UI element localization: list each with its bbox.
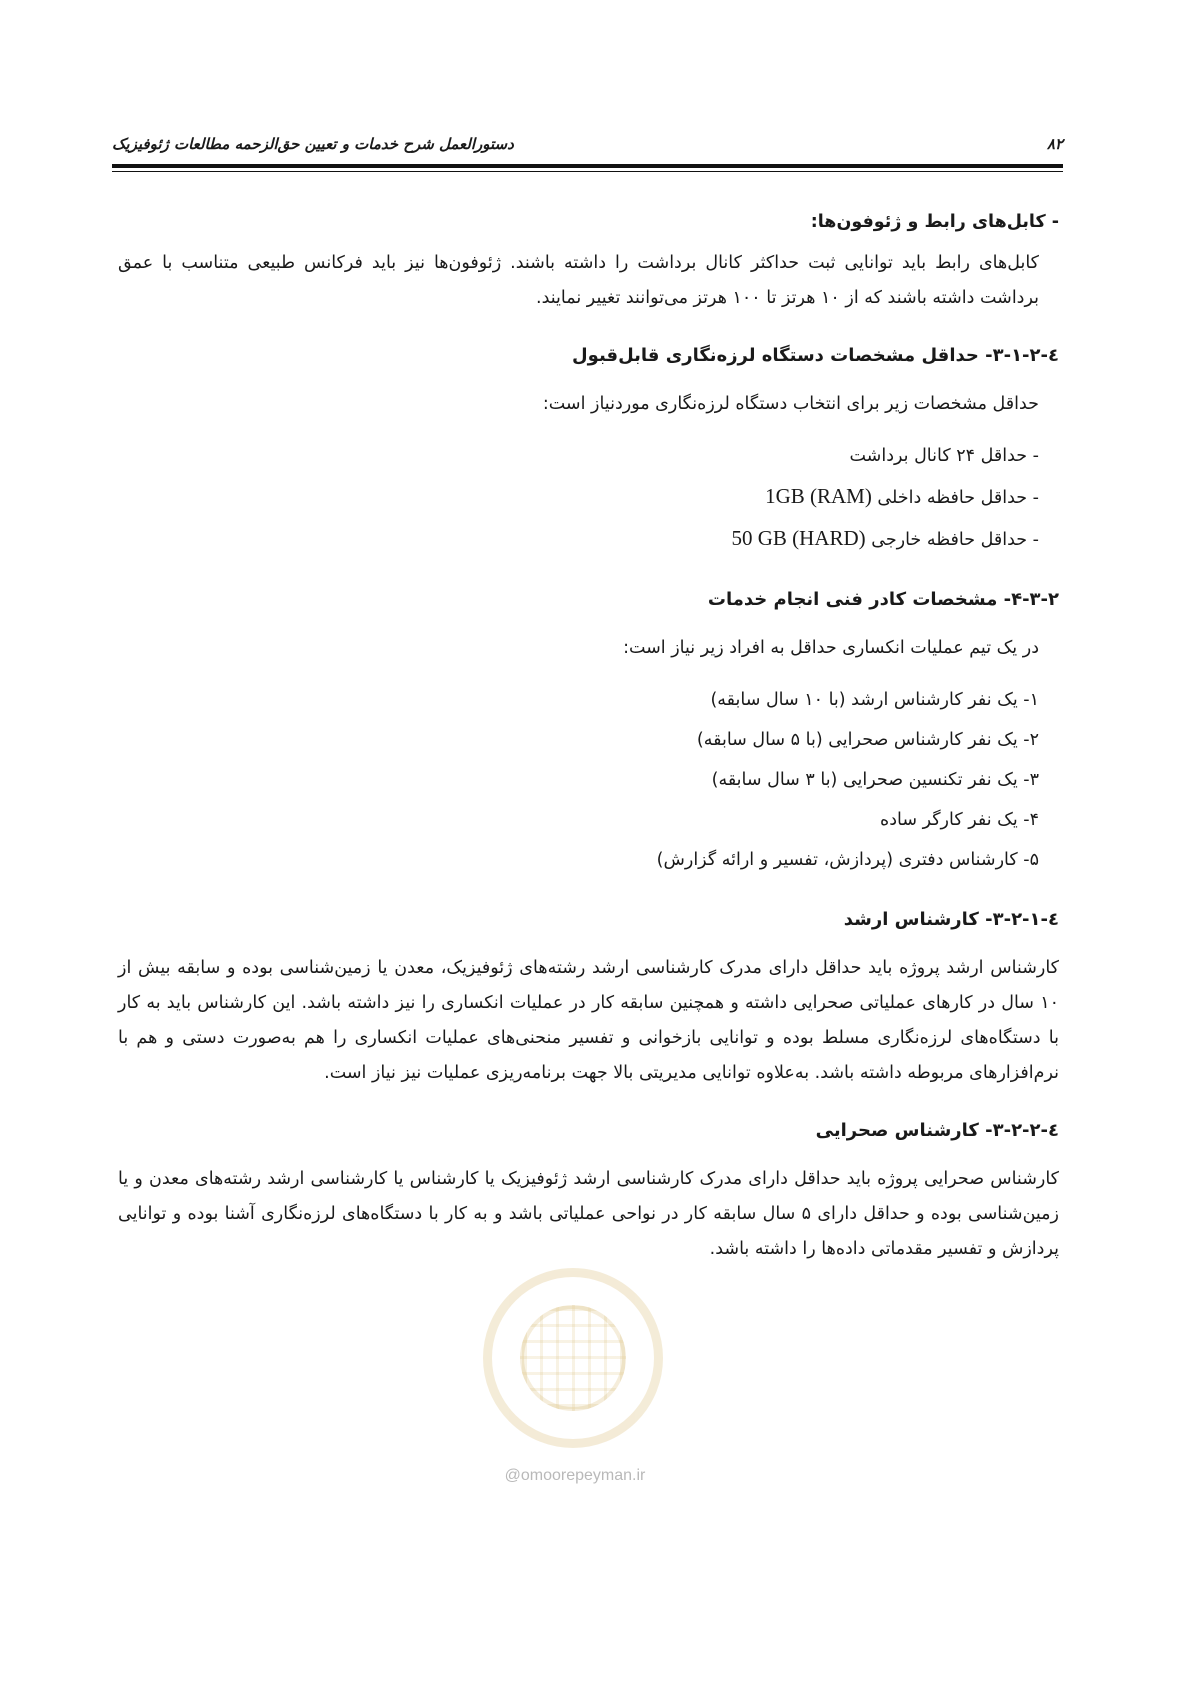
device-spec-value: 50 GB (HARD) [731, 526, 866, 550]
watermark-grid [520, 1305, 626, 1411]
field-expert-heading: ٤-۳-۲-۲- کارشناس صحرایی [815, 1120, 1059, 1141]
field-expert-paragraph: کارشناس صحرایی پروژه باید حداقل دارای مدرک کارشناسی ارشد ژئوفیزیک یا کارشناس یا کارشناسی ارشد رشته‌های معدن و یا زمین‌شناسی بوده و حداقل دارای ۵ سال سابقه کار در نواحی عملیاتی باشد و به کار با دستگاه‌های لرزه‌نگاری آشنا بوده و توانایی پردازش و تفسیر مقدماتی داده‌ها را داشته باشد. [118, 1169, 1059, 1259]
staff-item: ۳- یک نفر تکنسین صحرایی (با ۳ سال سابقه) [711, 770, 1039, 790]
senior-expert-paragraph: کارشناس ارشد پروژه باید حداقل دارای مدرک کارشناسی ارشد رشته‌های ژئوفیزیک، معدن یا زمین‌شناسی بوده و سابقه بیش از ۱۰ سال در کارهای عملیاتی صحرایی داشته و همچنین سابقه کار در عملیات انکساری را نیز داشته باشد. این کارشناس باید به کار با دستگاه‌های لرزه‌نگاری مسلط بوده و توانایی بازخوانی و تفسیر منحنی‌های عملیات انکساری را هم به‌صورت دستی و هم با نرم‌افزارهای مربوطه داشته باشد. به‌علاوه توانایی مدیریتی بالا جهت برنامه‌ریزی عملیات نیز نیاز است. [118, 958, 1059, 1083]
watermark-text: @omoorepeyman.ir [504, 1467, 646, 1484]
senior-expert-heading: ٤-۳-۲-۱- کارشناس ارشد [843, 909, 1059, 930]
header-title: دستورالعمل شرح خدمات و تعیین حق‌الزحمه مطالعات ژئوفیزیک [112, 135, 514, 153]
page-number: ۸۲ [1046, 135, 1063, 153]
staff-item: ۴- یک نفر کارگر ساده [880, 810, 1039, 830]
device-spec-text: - حداقل ۲۴ کانال برداشت [849, 446, 1039, 466]
device-spec-text: - حداقل حافظه داخلی [877, 488, 1039, 508]
header-rule-thick [112, 164, 1063, 168]
staff-intro: در یک تیم عملیات انکساری حداقل به افراد زیر نیاز است: [623, 638, 1039, 658]
device-specs-heading: ٤-۳-۱-۲- حداقل مشخصات دستگاه لرزه‌نگاری قابل‌قبول [572, 345, 1059, 366]
staff-item: ۵- کارشناس دفتری (پردازش، تفسیر و ارائه گزارش) [656, 850, 1039, 870]
device-spec-item [118, 476, 1059, 518]
device-spec-text: - حداقل حافظه خارجی [871, 530, 1039, 550]
cables-heading: - کابل‌های رابط و ژئوفون‌ها: [810, 212, 1059, 232]
staff-item: ۲- یک نفر کارشناس صحرایی (با ۵ سال سابقه) [696, 730, 1039, 750]
watermark-seal-icon [483, 1268, 663, 1448]
page-body [118, 205, 1059, 1267]
staff-heading: ۴-۳-۲- مشخصات کادر فنی انجام خدمات [707, 589, 1059, 610]
staff-item: ۱- یک نفر کارشناس ارشد (با ۱۰ سال سابقه) [710, 690, 1039, 710]
page-header [112, 130, 1063, 158]
device-spec-item [118, 518, 1059, 560]
device-specs-intro: حداقل مشخصات زیر برای انتخاب دستگاه لرزه‌نگاری موردنیاز است: [542, 394, 1039, 414]
header-rule-thin [112, 171, 1063, 172]
device-spec-value: 1GB (RAM) [765, 484, 872, 508]
device-spec-item [118, 436, 1059, 476]
cables-paragraph: کابل‌های رابط باید توانایی ثبت حداکثر کانال برداشت را داشته باشند. ژئوفون‌ها نیز باید فرکانس طبیعی متناسب با عمق برداشت داشته باشند که از ۱۰ هرتز تا ۱۰۰ هرتز می‌توانند تغییر نمایند. [118, 253, 1039, 308]
